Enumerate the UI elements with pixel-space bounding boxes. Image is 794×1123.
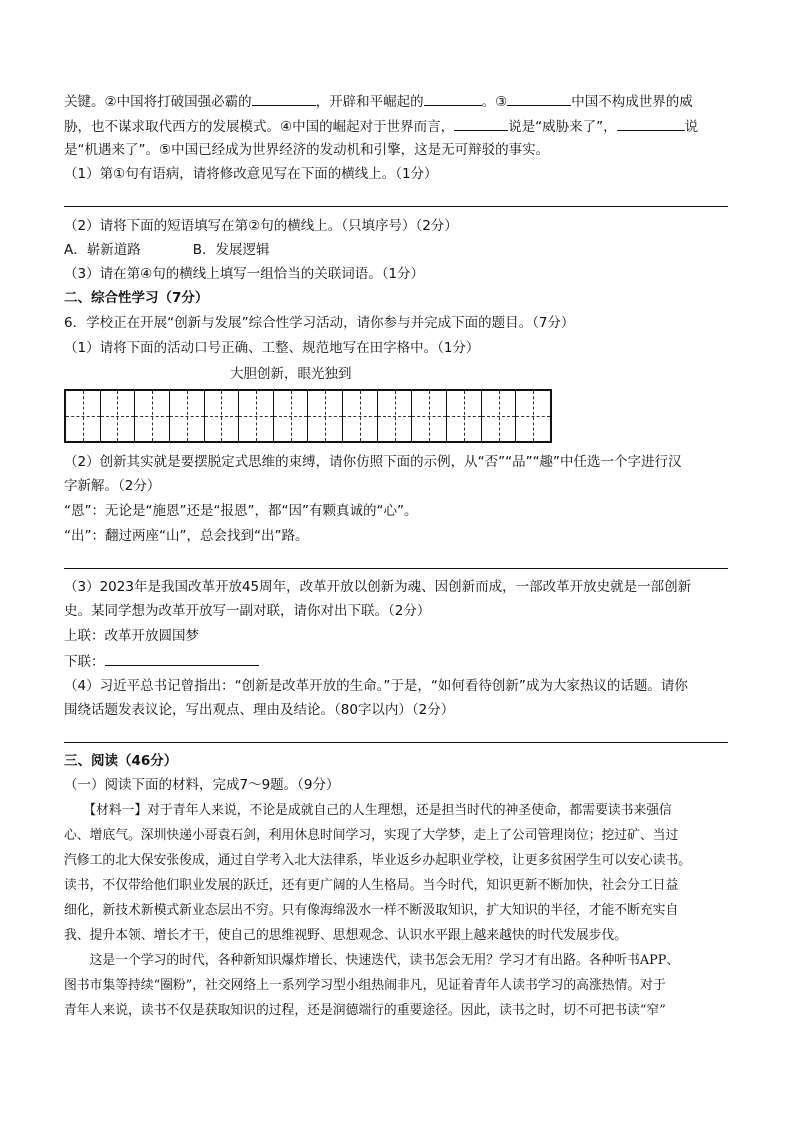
question-6-4-line2: 围绕话题发表议论，写出观点、理由及结论。（80字以内）（2分） [64, 702, 455, 718]
material-1-line: 心、增底气。深圳快递小哥袁石剑，利用休息时间学习，实现了大学梦，走上了公司管理岗位；挖过矿、当过 [64, 828, 679, 843]
grid-cell[interactable] [205, 391, 240, 441]
answer-blank[interactable] [454, 116, 508, 131]
grid-cell[interactable] [412, 391, 447, 441]
example-2: “出”：翻过两座“山”，总会找到“出”路。 [64, 528, 309, 544]
grid-cell[interactable] [378, 391, 413, 441]
upper-couplet: 上联：改革开放圆国梦 [64, 628, 199, 644]
question-6-2-line1: （2）创新其实就是要摆脱定式思维的束缚，请你仿照下面的示例，从“否”“品”“趣”中任选一个字进行汉 [64, 454, 682, 470]
question-6-4-line1: （4）习近平总书记曾指出：“创新是改革开放的生命。”于是，“如何看待创新”成为大家热议的话题。请你 [64, 678, 688, 694]
material-1-line: 细化，新技术新模式新业态层出不穷。只有像海绵汲水一样不断汲取知识，扩大知识的半径，才能不断充实自 [64, 903, 679, 918]
material-1-line: 【材料一】对于青年人来说，不论是成就自己的人生理想，还是担当时代的神圣使命，都需要读书来强信 [64, 803, 672, 818]
material-1-line: 汽修工的北大保安张俊成，通过自学考入北大法律系，毕业返乡办起职业学校，让更多贫困学生可以安心读书。 [64, 853, 692, 868]
grid-cell[interactable] [135, 391, 170, 441]
passage-line-3: 是“机遇来了”。⑤中国已经成为世界经济的发动机和引擎，这是无可辩驳的事实。 [64, 142, 550, 158]
option-a: A．崭新道路 [64, 242, 141, 258]
option-b: B．发展逻辑 [192, 242, 270, 258]
grid-cell[interactable] [66, 391, 101, 441]
grid-cell[interactable] [447, 391, 482, 441]
text-fragment: 。③ [481, 94, 508, 110]
grid-cell[interactable] [274, 391, 309, 441]
grid-cell[interactable] [170, 391, 205, 441]
answer-blank[interactable] [617, 116, 685, 131]
example-1: “恩”：无论是“施恩”还是“报恩”，都“因”有颗真诚的“心”。 [64, 503, 418, 519]
text-fragment: ，开辟和平崛起的 [315, 94, 424, 110]
lower-couplet-blank[interactable] [105, 651, 259, 666]
passage-line-2 [64, 116, 698, 137]
question-6-2-line2: 字新解。（2分） [64, 478, 161, 494]
text-fragment: 说是“威胁来了”， [508, 119, 617, 135]
grid-cell[interactable] [482, 391, 517, 441]
question-1-3: （3）请在第④句的横线上填写一组恰当的关联词语。（1分） [64, 266, 425, 282]
question-6-1: （1）请将下面的活动口号正确、工整、规范地写在田字格中。（1分） [64, 340, 480, 356]
passage-line-1 [64, 91, 693, 112]
text-fragment: 胁，也不谋求取代西方的发展模式。④中国的崛起对于世界而言， [64, 119, 455, 135]
options-row [64, 240, 270, 260]
tianzige-grid[interactable] [64, 389, 552, 443]
question-6-intro: 6．学校正在开展“创新与发展”综合性学习活动，请你参与并完成下面的题目。（7分） [64, 315, 575, 331]
section-2-heading: 二、综合性学习（7分） [64, 290, 209, 306]
question-1-2: （2）请将下面的短语填写在第②句的横线上。（只填序号）（2分） [64, 218, 458, 234]
lower-couplet-row [64, 651, 259, 672]
answer-blank[interactable] [424, 91, 482, 106]
material-1-line: 读书，不仅带给他们职业发展的跃迁，还有更广阔的人生格局。当今时代，知识更新不断加快，社会分工日益 [64, 878, 679, 893]
text-fragment: 中国不构成世界的威 [571, 94, 693, 110]
answer-line[interactable] [64, 742, 728, 743]
material-1-line: 图书市集等持续“圈粉”，社交网络上一系列学习型小组热闹非凡，见证着青年人读书学习的高涨热情。对于 [64, 978, 666, 993]
material-1-line: 我、提升本领、增长才干，使自己的思维视野、思想观念、认识水平跟上越来越快的时代发展步伐。 [64, 928, 628, 943]
grid-cell[interactable] [516, 391, 550, 441]
grid-cell[interactable] [101, 391, 136, 441]
lower-couplet-label: 下联： [64, 654, 105, 670]
question-1-1: （1）第①句有语病，请将修改意见写在下面的横线上。（1分） [64, 166, 438, 182]
grid-cell[interactable] [343, 391, 378, 441]
answer-line[interactable] [64, 206, 728, 207]
answer-blank[interactable] [252, 91, 316, 106]
material-1-line: 这是一个学习的时代，各种新知识爆炸增长、快速迭代，读书怎会无用？学习才有出路。各种听书APP、 [64, 953, 680, 968]
text-fragment: 说 [684, 119, 699, 135]
answer-blank[interactable] [507, 91, 571, 106]
slogan-text: 大胆创新，眼光独到 [230, 366, 352, 382]
reading-1-heading: （一）阅读下面的材料，完成7～9题。（9分） [64, 777, 340, 793]
material-1-line: 青年人来说，读书不仅是获取知识的过程，还是润德端行的重要途径。因此，读书之时，切不可把书读“窄” [64, 1003, 666, 1018]
grid-cell[interactable] [308, 391, 343, 441]
section-3-heading: 三、阅读（46分） [64, 753, 178, 769]
question-6-3-line1: （3）2023年是我国改革开放45周年，改革开放以创新为魂、因创新而成，一部改革开放史就是一部创新 [64, 579, 692, 595]
text-fragment: 关键。②中国将打破国强必霸的 [64, 94, 252, 110]
grid-cell[interactable] [239, 391, 274, 441]
question-6-3-line2: 史。某同学想为改革开放写一副对联，请你对出下联。（2分） [64, 603, 431, 619]
answer-line[interactable] [64, 568, 728, 569]
